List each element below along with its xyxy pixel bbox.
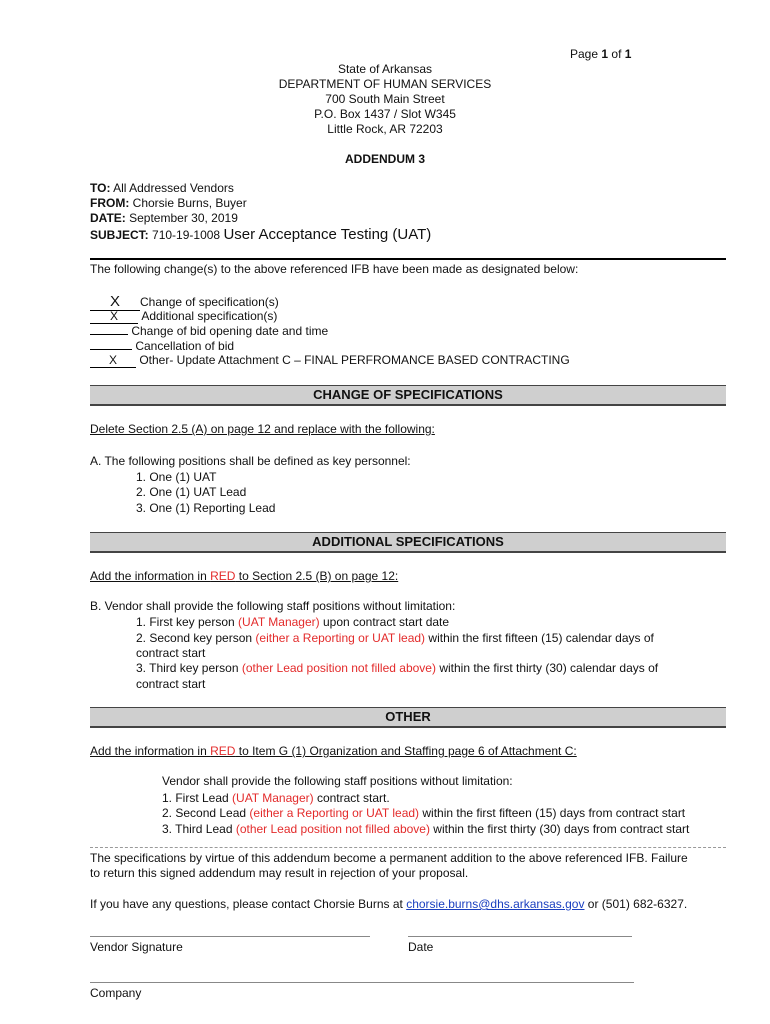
list-item-continued: contract start (136, 646, 206, 660)
check-mark: X (90, 353, 136, 368)
closing-paragraph-line: to return this signed addendum may result in rejection of your proposal. (90, 866, 469, 880)
section1-intro: A. The following positions shall be defined as key personnel: (90, 454, 411, 468)
divider (90, 258, 726, 260)
check-mark: X (90, 293, 140, 311)
company-line[interactable] (90, 982, 634, 983)
section3-intro: Vendor shall provide the following staff positions without limitation: (162, 774, 513, 788)
header-department: DEPARTMENT OF HUMAN SERVICES (278, 77, 492, 91)
list-item: 2. One (1) UAT Lead (136, 485, 247, 499)
header-street: 700 South Main Street (325, 92, 445, 106)
memo-to: TO: All Addressed Vendors (90, 181, 234, 195)
memo-subject: SUBJECT: 710-19-1008 User Acceptance Testing (UAT) (90, 226, 432, 243)
list-item: 1. One (1) UAT (136, 470, 217, 484)
header-state: State of Arkansas (337, 62, 433, 76)
check-mark: X (90, 309, 138, 324)
date-label: Date (408, 940, 434, 954)
date-line[interactable] (408, 936, 632, 937)
list-item: 1. First Lead (UAT Manager) contract start. (162, 791, 390, 805)
company-label: Company (90, 986, 142, 1000)
addendum-title: ADDENDUM 3 (344, 152, 425, 166)
closing-paragraph-line: The specifications by virtue of this addendum become a permanent addition to the above referenced IFB. Failure (90, 851, 688, 865)
header-pobox: P.O. Box 1437 / Slot W345 (314, 107, 456, 121)
section1-instruction: Delete Section 2.5 (A) on page 12 and replace with the following: (90, 422, 435, 436)
checklist-item: X Additional specification(s) (90, 309, 277, 324)
checklist-item: X Other- Update Attachment C – FINAL PERFROMANCE BASED CONTRACTING (90, 353, 570, 368)
list-item: 3. One (1) Reporting Lead (136, 501, 276, 515)
section3-instruction: Add the information in RED to Item G (1) Organization and Staffing page 6 of Attachment C: (90, 744, 577, 758)
checklist-item: Change of bid opening date and time (90, 324, 328, 338)
checklist-item: X Change of specification(s) (90, 293, 279, 311)
section-heading-additional: ADDITIONAL SPECIFICATIONS (90, 532, 726, 553)
intro-line: The following change(s) to the above referenced IFB have been made as designated below: (90, 262, 579, 276)
list-item: 2. Second key person (either a Reporting or UAT lead) within the first fifteen (15) calendar days of (136, 631, 654, 645)
page-number: Page 1 of 1 (570, 47, 632, 61)
check-mark (90, 334, 128, 335)
list-item: 3. Third Lead (other Lead position not filled above) within the first thirty (30) days from contract start (162, 822, 690, 836)
memo-from: FROM: Chorsie Burns, Buyer (90, 196, 247, 210)
vendor-signature-line[interactable] (90, 936, 370, 937)
list-item: 3. Third key person (other Lead position not filled above) within the first thirty (30) calendar days of (136, 661, 659, 675)
section-heading-other: OTHER (90, 707, 726, 728)
list-item: 1. First key person (UAT Manager) upon contract start date (136, 615, 450, 629)
memo-date: DATE: September 30, 2019 (90, 211, 238, 225)
divider (90, 847, 726, 848)
section2-instruction: Add the information in RED to Section 2.5 (B) on page 12: (90, 569, 399, 583)
section-heading-change: CHANGE OF SPECIFICATIONS (90, 385, 726, 406)
vendor-signature-label: Vendor Signature (90, 940, 183, 954)
check-mark (90, 349, 132, 350)
email-link[interactable]: chorsie.burns@dhs.arkansas.gov (406, 897, 585, 911)
contact-line: If you have any questions, please contact Chorsie Burns at chorsie.burns@dhs.arkansas.gov or (501) 682-6327. (90, 897, 688, 911)
header-city: Little Rock, AR 72203 (327, 122, 443, 136)
list-item-continued: contract start (136, 677, 206, 691)
section2-intro: B. Vendor shall provide the following staff positions without limitation: (90, 599, 456, 613)
checklist-item: Cancellation of bid (90, 339, 234, 353)
list-item: 2. Second Lead (either a Reporting or UAT lead) within the first fifteen (15) days from contract start (162, 806, 686, 820)
